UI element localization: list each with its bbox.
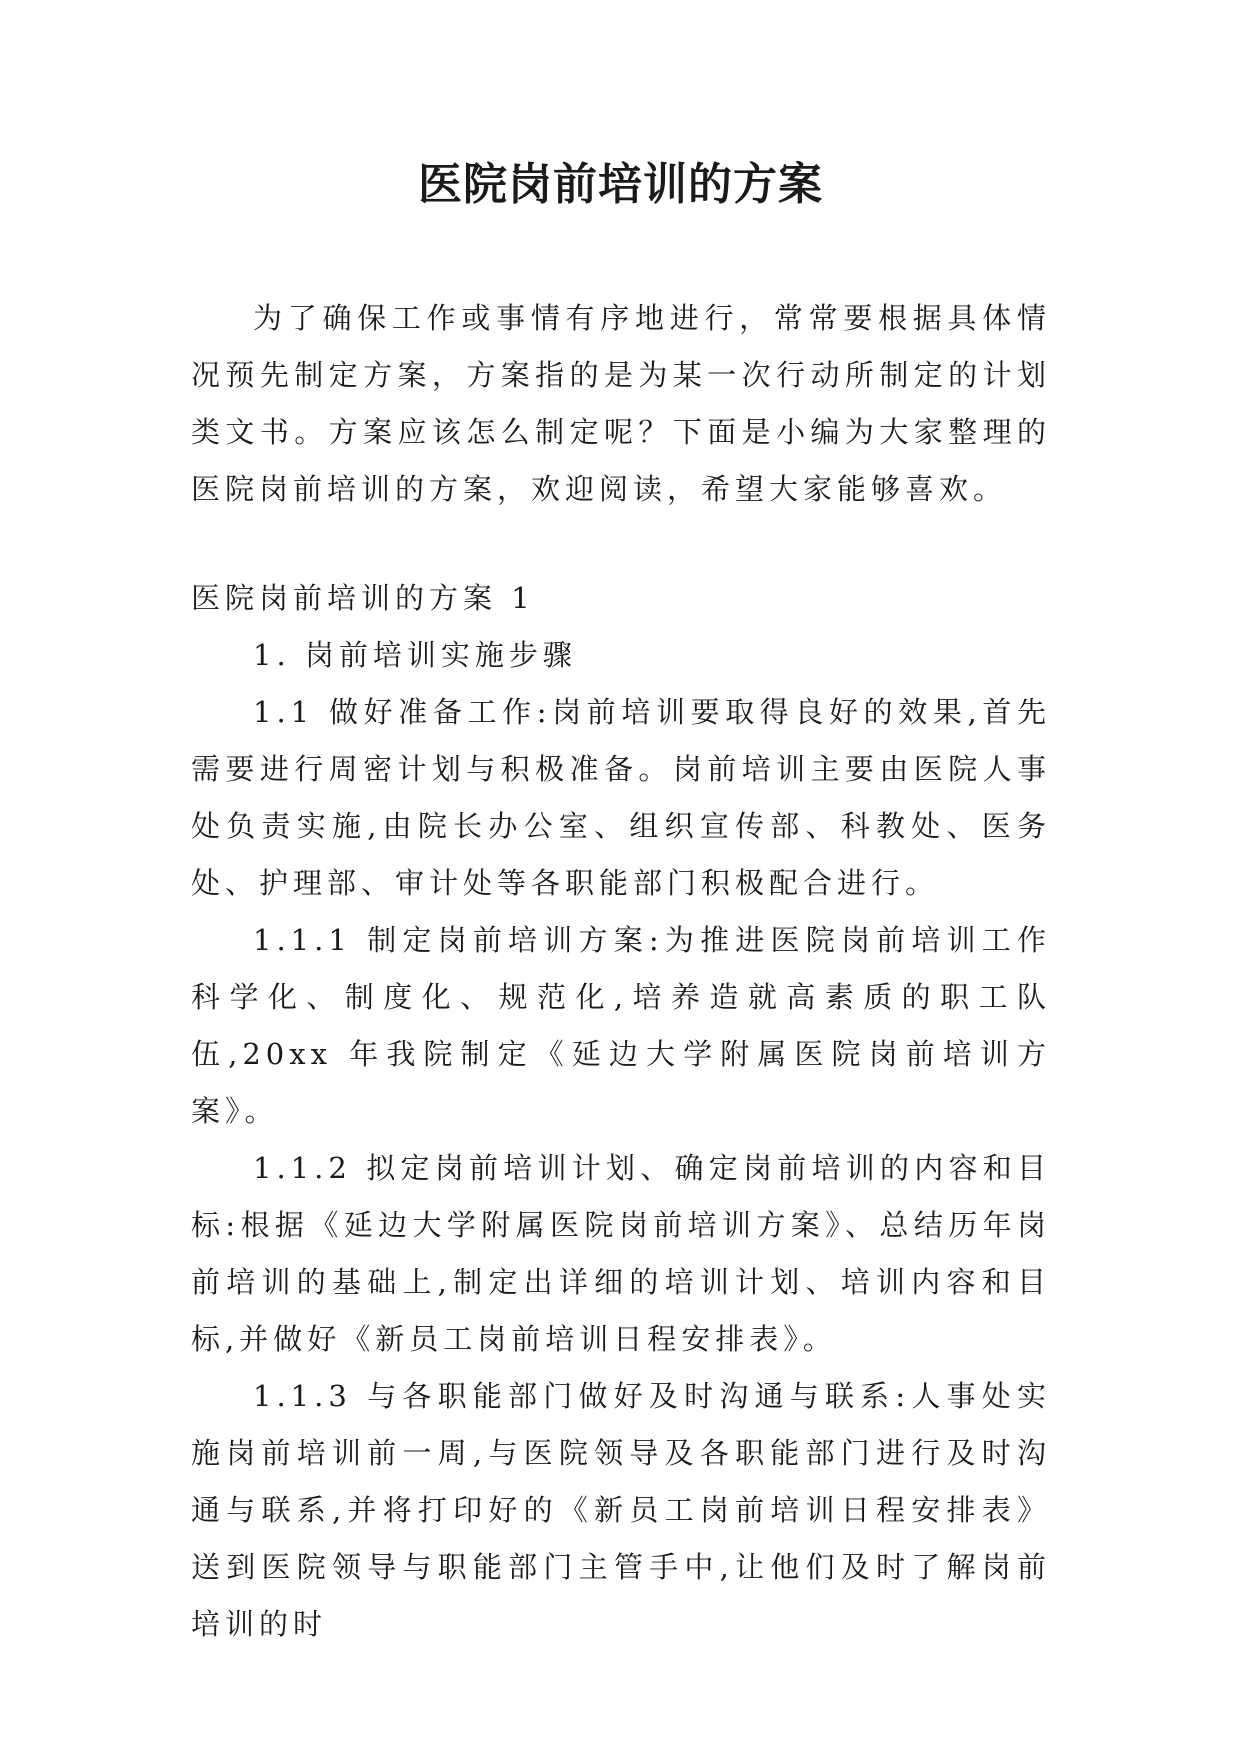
paragraph-1-1-3: 1.1.3 与各职能部门做好及时沟通与联系:人事处实施岗前培训前一周,与医院领导及各职能部门进行及时沟通与联系,并将打印好的《新员工岗前培训日程安排表》送到医院领导与职能部门主管手中,让他们及时了解岗前培训的时	[191, 1379, 1051, 1641]
step-heading: 1. 岗前培训实施步骤	[253, 638, 577, 672]
document-title: 医院岗前培训的方案	[418, 159, 823, 210]
paragraph-1-1-2: 1.1.2 拟定岗前培训计划、确定岗前培训的内容和目标:根据《延边大学附属医院岗前培训方案》、总结历年岗前培训的基础上,制定出详细的培训计划、培训内容和目标,并做好《新员工岗前培训日程安排表》。	[191, 1151, 1051, 1356]
intro-paragraph: 为了确保工作或事情有序地进行，常常要根据具体情况预先制定方案，方案指的是为某一次行动所制定的计划类文书。方案应该怎么制定呢？下面是小编为大家整理的医院岗前培训的方案，欢迎阅读，希望大家能够喜欢。	[191, 301, 1051, 506]
document-body	[191, 290, 1051, 1653]
section-heading: 医院岗前培训的方案 1	[191, 581, 535, 615]
paragraph-1-1: 1.1 做好准备工作:岗前培训要取得良好的效果,首先需要进行周密计划与积极准备。岗前培训主要由医院人事处负责实施,由院长办公室、组织宣传部、科教处、医务处、护理部、审计处等各职能部门积极配合进行。	[191, 695, 1051, 900]
paragraph-1-1-1: 1.1.1 制定岗前培训方案:为推进医院岗前培训工作科学化、制度化、规范化,培养造就高素质的职工队伍,20xx 年我院制定《延边大学附属医院岗前培训方案》。	[191, 923, 1051, 1128]
